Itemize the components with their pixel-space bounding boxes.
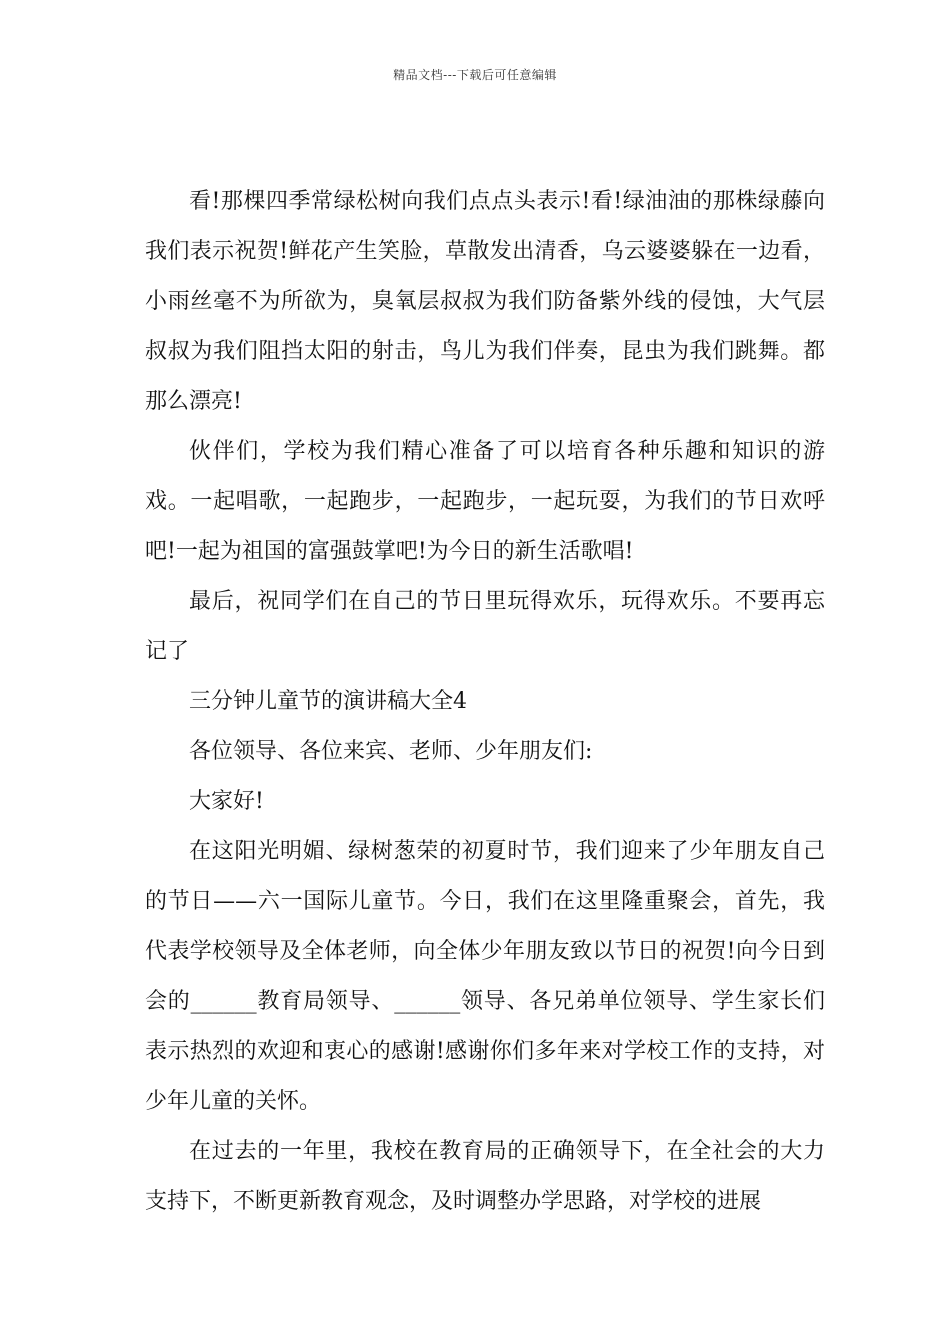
paragraph-friends: 伙伴们，学校为我们精心准备了可以培育各种乐趣和知识的游戏。一起唱歌，一起跑步，一起跑步，一起玩耍，为我们的节日欢呼吧!一起为祖国的富强鼓掌吧!为今日的新生活歌唱! xyxy=(145,439,825,564)
paragraph-opening: 在这阳光明媚、绿树葱荣的初夏时节，我们迎来了少年朋友自己的节日——六一国际儿童节。今日，我们在这里隆重聚会，首先，我代表学校领导及全体老师，向全体少年朋友致以节日的祝贺!向今日到会的______教育局领导、______领导、各兄弟单位领导、学生家长们表示热烈的欢迎和衷心的感谢!感谢你们多年来对学校工作的支持，对少年儿童的关怀。 xyxy=(145,839,825,1114)
section-title: 三分钟儿童节的演讲稿大全4 xyxy=(189,689,467,714)
paragraph-past-year: 在过去的一年里，我校在教育局的正确领导下，在全社会的大力支持下，不断更新教育观念，及时调整办学思路，对学校的进展 xyxy=(145,1139,825,1214)
document-body xyxy=(145,177,825,1227)
paragraph-closing: 最后，祝同学们在自己的节日里玩得欢乐，玩得欢乐。不要再忘记了 xyxy=(145,589,825,664)
salutation: 各位领导、各位来宾、老师、少年朋友们: xyxy=(189,739,593,764)
page-header: 精品文档---下载后可任意编辑 xyxy=(393,68,557,82)
greeting: 大家好! xyxy=(189,789,264,814)
paragraph-nature: 看!那棵四季常绿松树向我们点点头表示!看!绿油油的那株绿藤向我们表示祝贺!鲜花产生笑脸，草散发出清香，乌云婆婆躲在一边看，小雨丝毫不为所欲为，臭氧层叔叔为我们防备紫外线的侵蚀，大气层叔叔为我们阻挡太阳的射击，鸟儿为我们伴奏，昆虫为我们跳舞。都那么漂亮! xyxy=(145,189,825,414)
